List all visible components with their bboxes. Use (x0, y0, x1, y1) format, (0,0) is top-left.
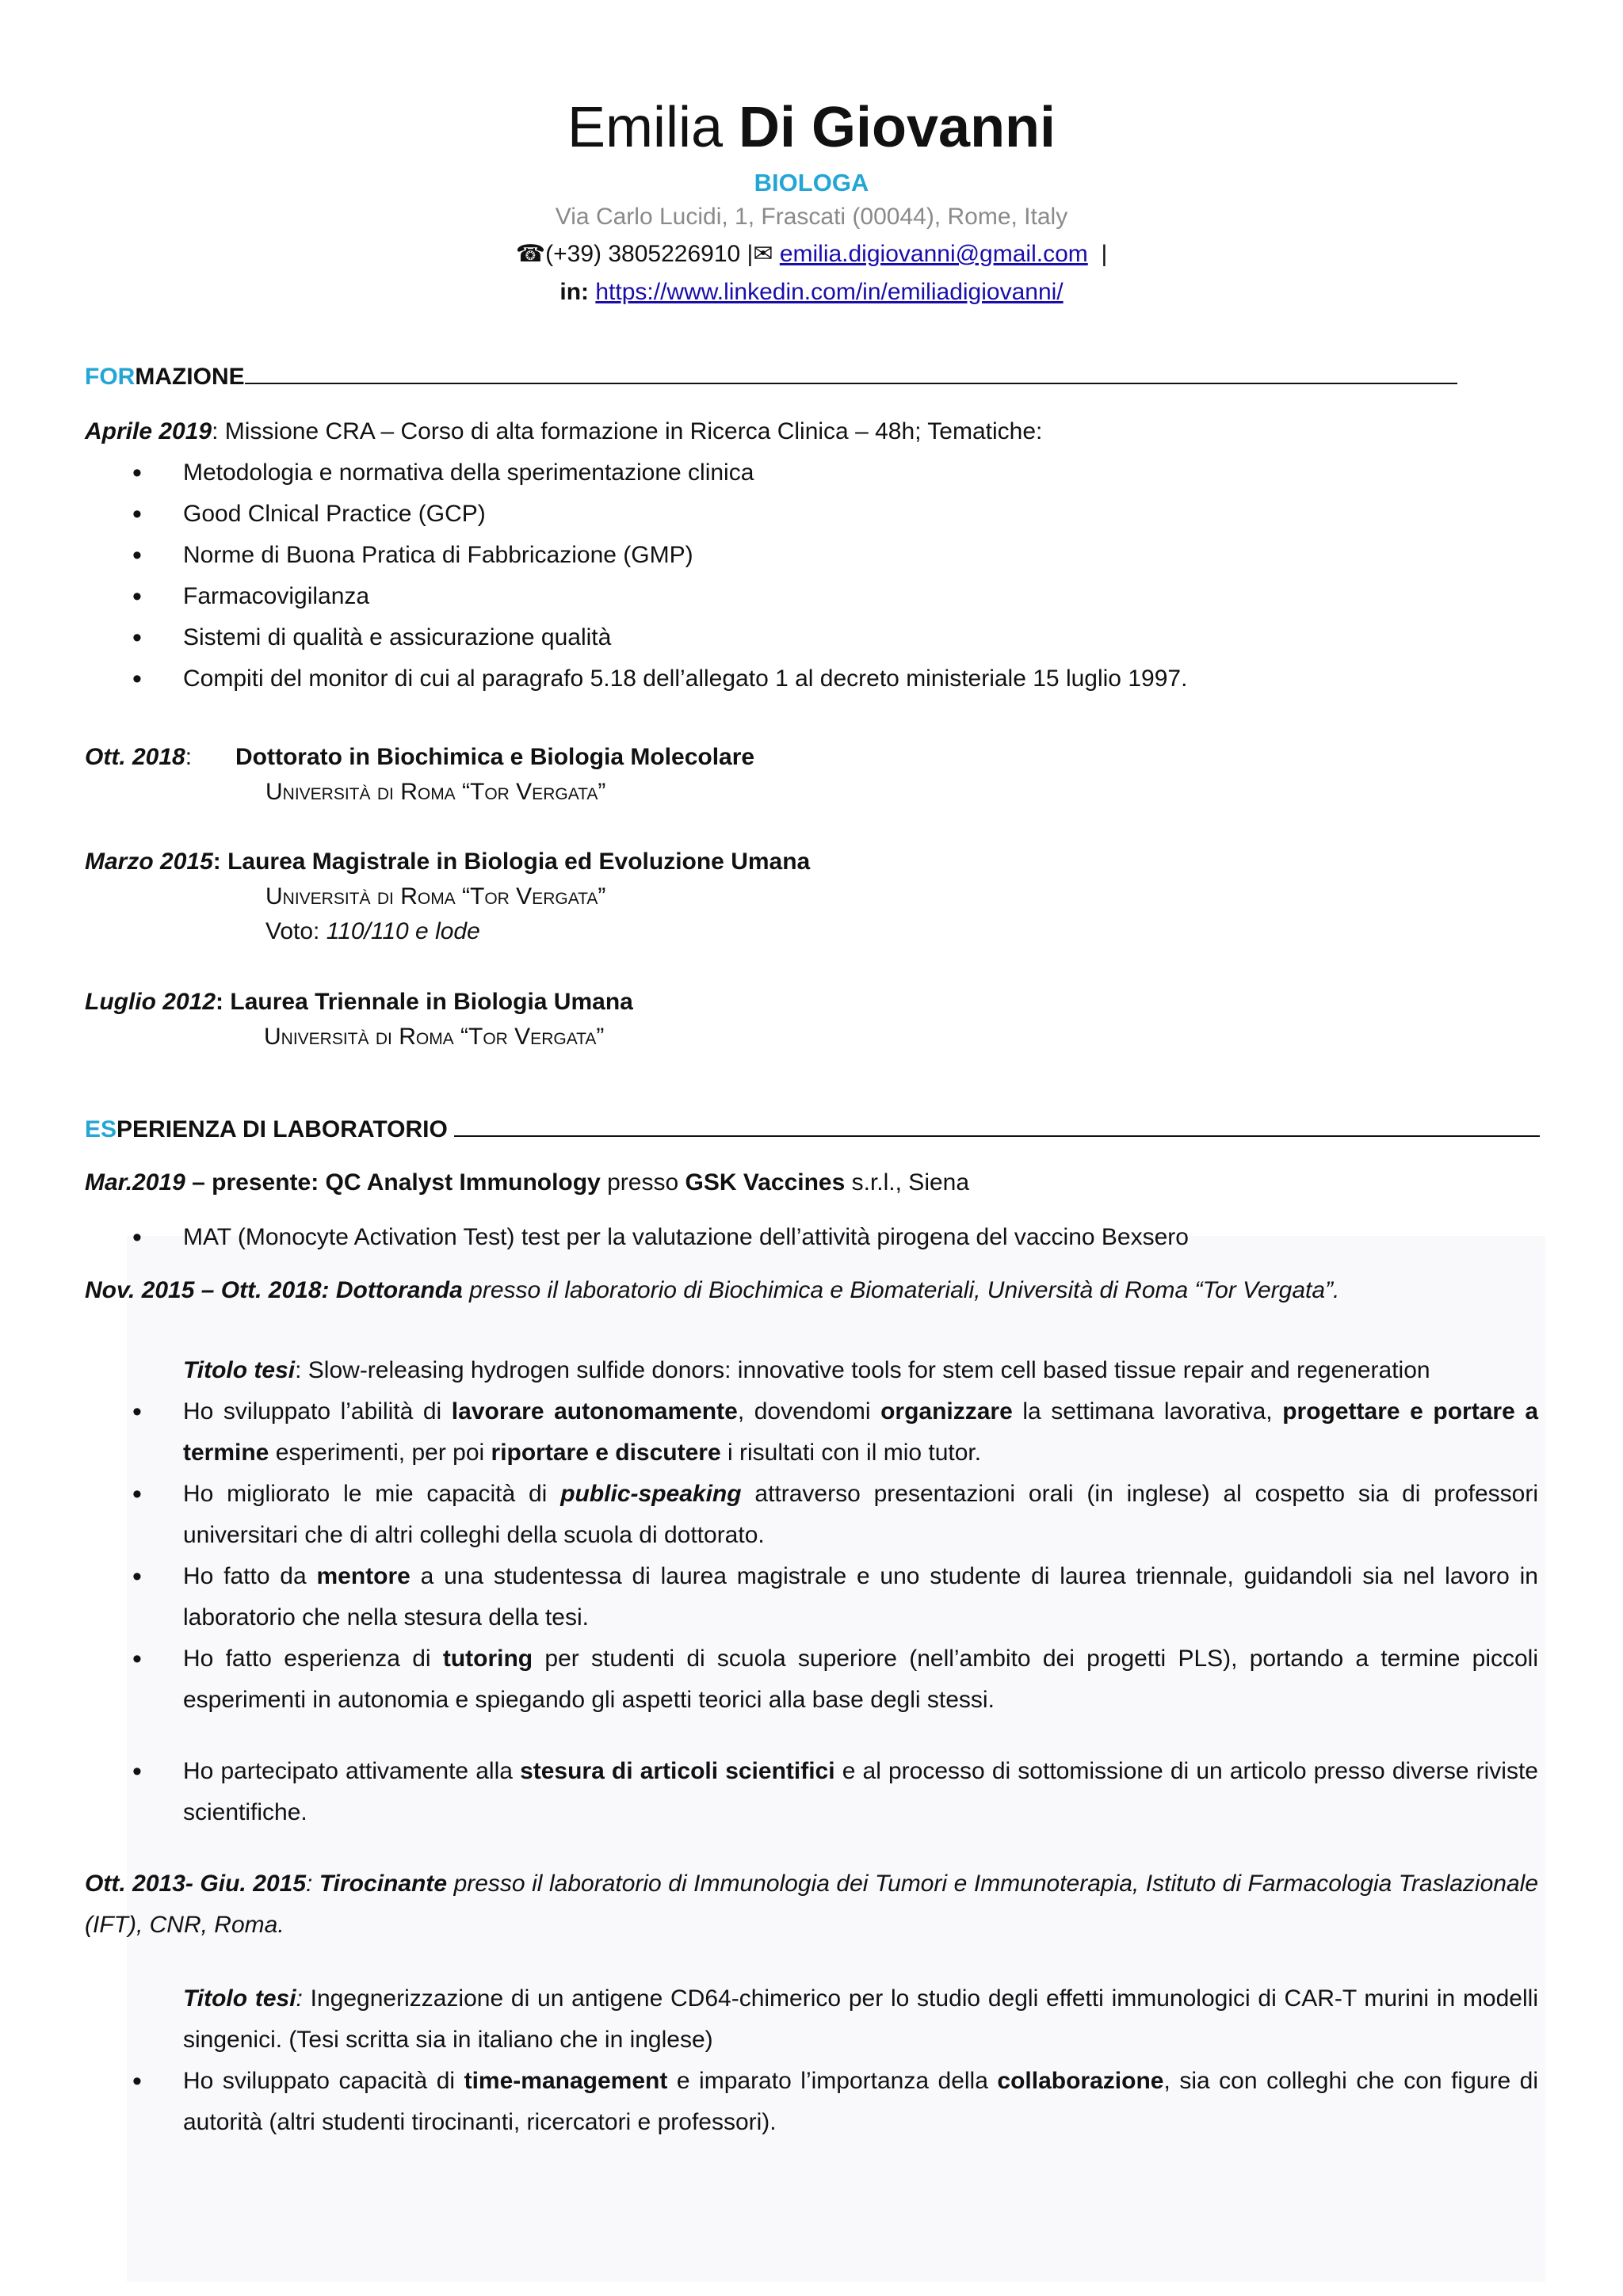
thesis-text: Ingegnerizzazione di un antigene CD64-chimerico per lo studio degli effetti immunologici di CAR-T murini in modelli singenici. (Tesi scritta sia in italiano che in inglese) (183, 1985, 1538, 2053)
entry-role: Tirocinante (319, 1871, 448, 1897)
phd-thesis-title (183, 1350, 1538, 1391)
first-name: Emilia (567, 96, 723, 159)
job-title: BIOLOGA (754, 169, 869, 196)
list-item: • Compiti del monitor di cui al paragrafo 5.18 dell’allegato 1 al decreto ministeriale 15 luglio 1997. (85, 658, 1511, 700)
envelope-icon: ✉ (753, 241, 773, 267)
entry-date: Ott. 2018 (85, 744, 185, 770)
entry-date: Marzo 2015 (85, 849, 213, 875)
heading-rule (245, 382, 1457, 384)
phd-skills-list (85, 1391, 1538, 1833)
heading-accent: FOR (85, 364, 136, 390)
linkedin-link[interactable]: https://www.linkedin.com/in/emiliadigiovanni/ (595, 279, 1064, 305)
heading-accent: ES (85, 1116, 117, 1142)
entry-university: Università di Roma “Tor Vergata” (264, 1024, 605, 1050)
cnr-thesis-title (183, 1978, 1538, 2061)
list-item: • Ho migliorato le mie capacità di public-speaking attraverso presentazioni orali (in inglese) al cospetto sia di professori universitari che di altri colleghi della scuola di dottorato. (85, 1474, 1538, 1556)
gsk-task-list (85, 1217, 1511, 1258)
experience-entry-gsk (85, 1169, 969, 1197)
list-item: • Metodologia e normativa della sperimentazione clinica (85, 452, 1511, 494)
heading-text: PERIENZA DI LABORATORIO (116, 1116, 455, 1142)
education-entry-cra (85, 418, 1042, 446)
entry-role: QC Analyst Immunology (325, 1169, 601, 1196)
section-heading-experience (85, 1116, 1468, 1144)
entry-degree: Dottorato in Biochimica e Biologia Molecolare (235, 744, 755, 770)
last-name: Di Giovanni (739, 96, 1056, 159)
phone-icon: ☎ (515, 241, 546, 267)
entry-sep: : (216, 989, 231, 1015)
list-item: • Ho sviluppato l’abilità di lavorare autonomamente, dovendomi organizzare la settimana lavorativa, progettare e portare a termine esperimenti, per poi riportare e discutere i risultati con il mio tutor. (85, 1391, 1538, 1474)
list-item: • Farmacovigilanza (85, 576, 1511, 617)
thesis-label: Titolo tesi (183, 1357, 296, 1383)
linkedin-line (0, 278, 1623, 307)
grade-value: 110/110 e lode (326, 918, 480, 944)
education-entry-master (85, 848, 810, 876)
entry-sep: : (185, 744, 193, 770)
entry-presso: presso (600, 1169, 685, 1196)
experience-entry-cnr (85, 1863, 1538, 1946)
thesis-text: : Slow-releasing hydrogen sulfide donors: innovative tools for stem cell based tissue repair and regeneration (295, 1357, 1430, 1383)
entry-rest: presso il laboratorio di Biochimica e Biomateriali, Università di Roma “Tor Vergata”. (462, 1277, 1340, 1303)
list-item: • Ho sviluppato capacità di time-management e imparato l’importanza della collaborazione, sia con colleghi che con figure di autorità (altri studenti tirocinanti, ricercatori e professori). (85, 2061, 1538, 2143)
entry-rest: s.r.l., Siena (845, 1169, 970, 1196)
address: Via Carlo Lucidi, 1, Frascati (00044), Rome, Italy (555, 204, 1068, 230)
contact-line (0, 240, 1623, 269)
entry-date: Aprile 2019 (85, 418, 212, 444)
list-item: • MAT (Monocyte Activation Test) test per la valutazione dell’attività pirogena del vaccino Bexsero (85, 1217, 1511, 1258)
entry-grade (265, 917, 480, 946)
entry-university: Università di Roma “Tor Vergata” (265, 779, 606, 805)
list-item: • Ho partecipato attivamente alla stesura di articoli scientifici e al processo di sottomissione di un articolo presso diverse riviste scientifiche. (85, 1751, 1538, 1833)
phone-number: (+39) 3805226910 | (545, 241, 754, 267)
list-item: • Sistemi di qualità e assicurazione qualità (85, 617, 1511, 658)
cra-topics-list (85, 452, 1511, 700)
list-item: • Good Clnical Practice (GCP) (85, 494, 1511, 535)
experience-entry-phd (85, 1276, 1339, 1305)
entry-company: GSK Vaccines (685, 1169, 846, 1196)
grade-label: Voto: (265, 918, 327, 944)
cnr-skills-list (85, 2061, 1538, 2143)
entry-sep: : (212, 849, 228, 875)
section-heading-education (85, 363, 1468, 391)
thesis-colon: : (296, 1985, 303, 2012)
entry-date: Luglio 2012 (85, 989, 216, 1015)
email-link[interactable]: emilia.digiovanni@gmail.com (779, 241, 1088, 267)
entry-date: Ott. 2013- Giu. 2015 (85, 1871, 307, 1897)
list-item: • Ho fatto da mentore a una studentessa di laurea magistrale e uno studente di laurea triennale, guidandoli sia nel lavoro in laboratorio che nella stesura della tesi. (85, 1556, 1538, 1638)
linkedin-label: in: (559, 279, 590, 305)
entry-date: Nov. 2015 – Ott. 2018: Dottoranda (85, 1277, 463, 1303)
education-entry-phd (85, 743, 755, 772)
entry-text: : Missione CRA – Corso di alta formazione in Ricerca Clinica – 48h; Tematiche: (212, 418, 1043, 444)
entry-dash: – presente: (185, 1169, 326, 1196)
entry-degree: Laurea Triennale in Biologia Umana (230, 989, 633, 1015)
entry-university: Università di Roma “Tor Vergata” (265, 883, 606, 910)
entry-rest: presso il laboratorio di Immunologia dei Tumori e Immunoterapia, Istituto di Farmacologia Traslazionale (IFT), CNR, Roma. (85, 1871, 1539, 1938)
entry-colon: : (306, 1871, 319, 1897)
heading-text: MAZIONE (135, 364, 245, 390)
education-entry-bachelor (85, 988, 633, 1016)
thesis-label: Titolo tesi (183, 1985, 296, 2012)
candidate-name (0, 93, 1623, 162)
list-item: • Norme di Buona Pratica di Fabbricazione (GMP) (85, 535, 1511, 576)
heading-rule (454, 1135, 1540, 1137)
entry-date: Mar.2019 (85, 1169, 185, 1196)
entry-degree: Laurea Magistrale in Biologia ed Evoluzione Umana (227, 849, 811, 875)
separator: | (1101, 241, 1108, 267)
list-item: • Ho fatto esperienza di tutoring per studenti di scuola superiore (nell’ambito dei progetti PLS), portando a termine piccoli esperimenti in autonomia e spiegando gli aspetti teorici alla base degli stessi. (85, 1638, 1538, 1721)
